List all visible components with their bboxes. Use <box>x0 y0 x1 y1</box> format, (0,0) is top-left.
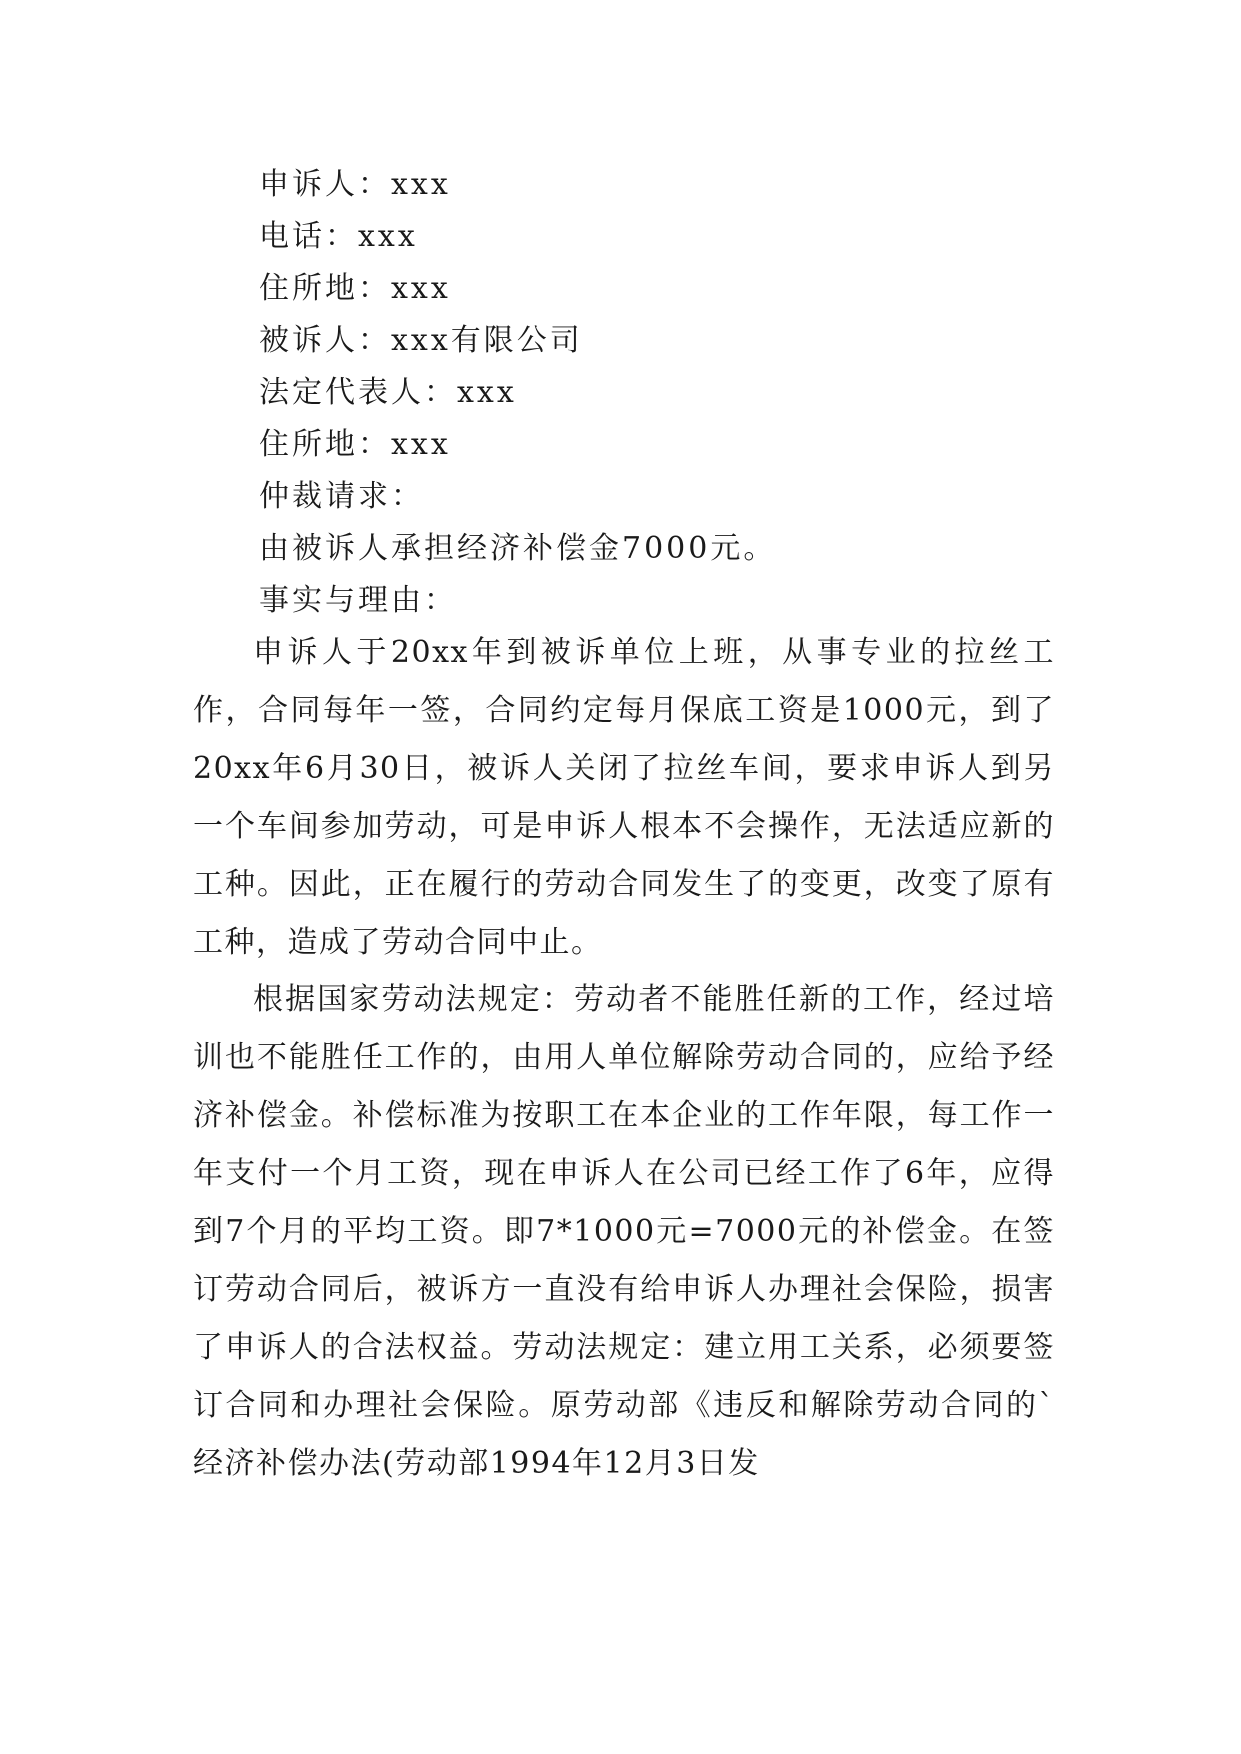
facts-paragraph-2: 根据国家劳动法规定：劳动者不能胜任新的工作，经过培训也不能胜任工作的，由用人单位解除劳动合同的，应给予经济补偿金。补偿标准为按职工在本企业的工作年限，每工作一年支付一个月工资，现在申诉人在公司已经工作了6年，应得到7个月的平均工资。即7*1000元=7000元的补偿金。在签订劳动合同后，被诉方一直没有给申诉人办理社会保险，损害了申诉人的合法权益。劳动法规定：建立用工关系，必须要签订合同和办理社会保险。原劳动部《违反和解除劳动合同的`经济补偿办法(劳动部1994年12月3日发 <box>193 982 1055 1481</box>
phone-line: 电话：xxx <box>259 219 418 254</box>
facts-heading: 事实与理由： <box>259 583 457 618</box>
complainant-address-line: 住所地：xxx <box>259 271 451 306</box>
respondent-address-line: 住所地：xxx <box>259 427 451 462</box>
respondent-line: 被诉人：xxx有限公司 <box>259 323 583 358</box>
facts-paragraph-1: 申诉人于20xx年到被诉单位上班，从事专业的拉丝工作，合同每年一签，合同约定每月保底工资是1000元，到了20xx年6月30日，被诉人关闭了拉丝车间，要求申诉人到另一个车间参加劳动，可是申诉人根本不会操作，无法适应新的工种。因此，正在履行的劳动合同发生了的变更，改变了原有工种，造成了劳动合同中止。 <box>193 635 1055 960</box>
request-heading: 仲裁请求： <box>259 479 424 514</box>
complainant-line: 申诉人：xxx <box>259 167 451 202</box>
request-text: 由被诉人承担经济补偿金7000元。 <box>259 531 777 566</box>
legal-representative-line: 法定代表人：xxx <box>259 375 517 410</box>
